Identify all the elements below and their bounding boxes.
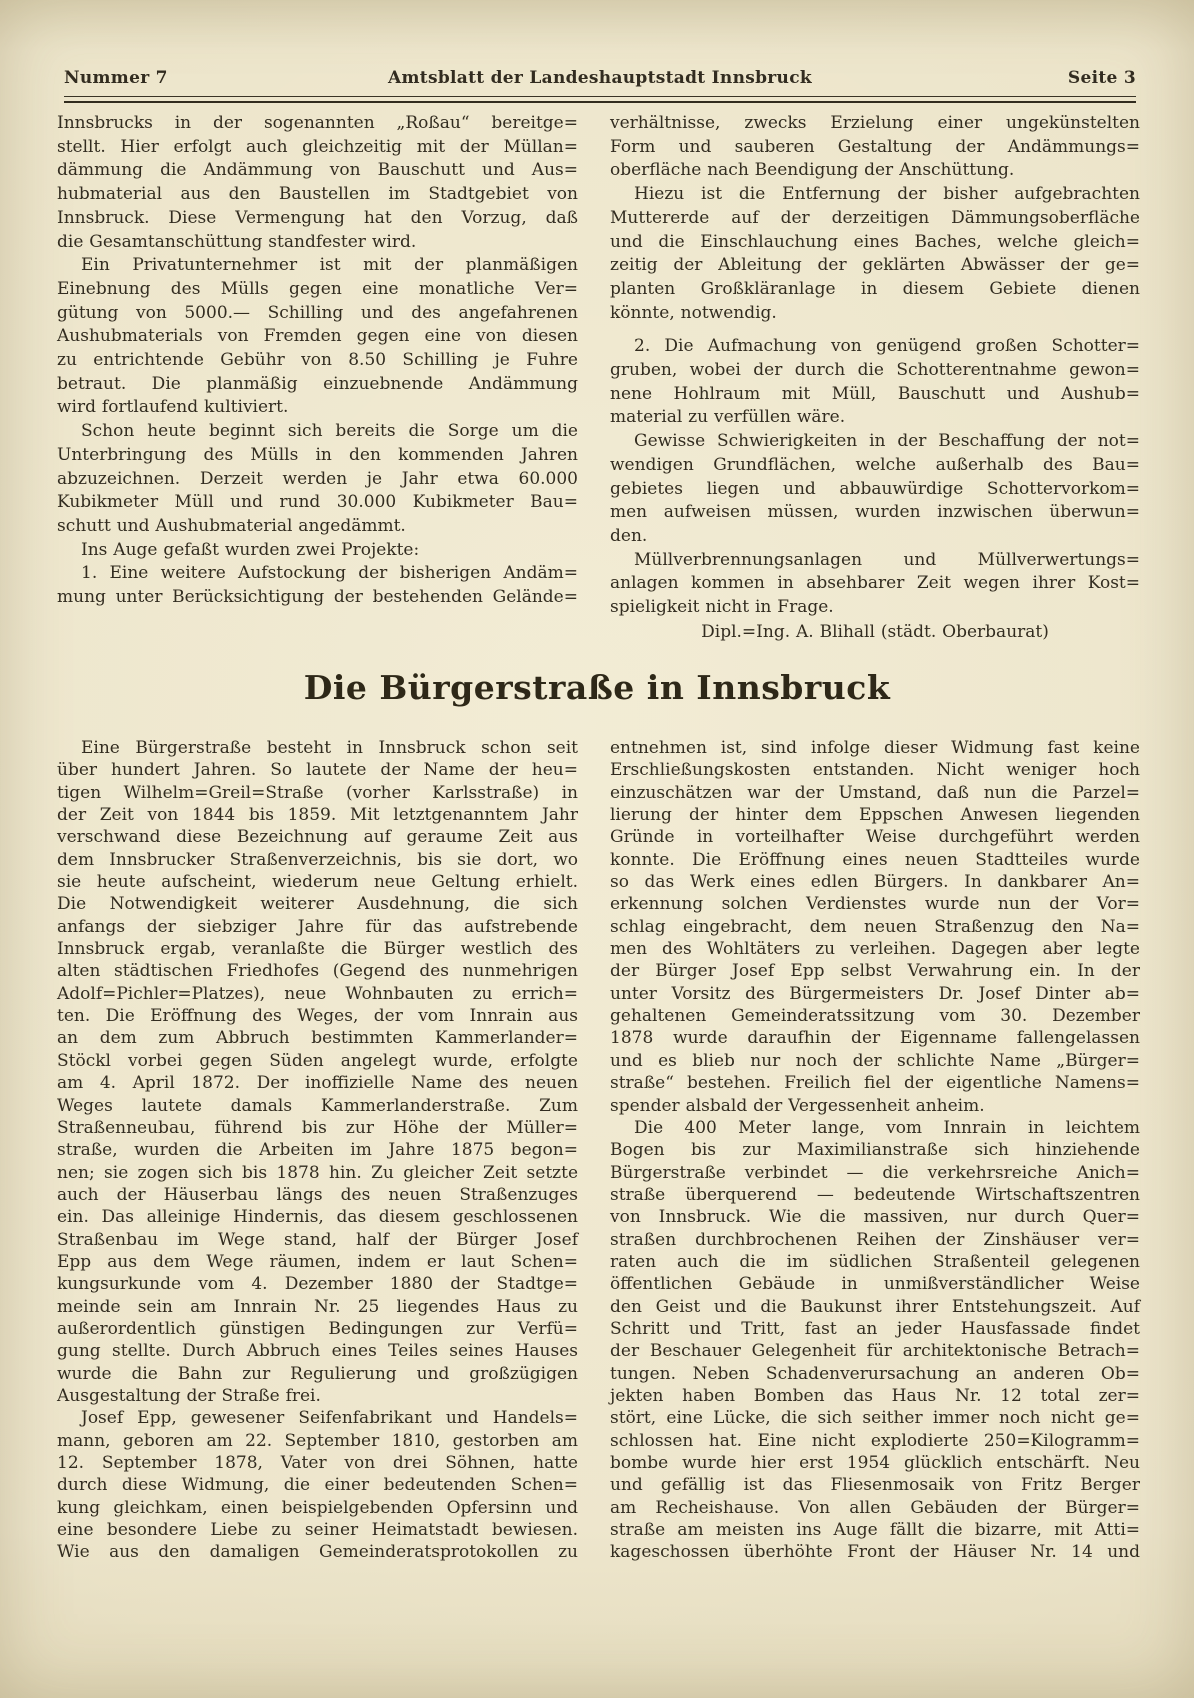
- article1-signature: Dipl.=Ing. A. Blihall (städt. Oberbaurat): [701, 621, 1049, 642]
- text-line: 1. Eine weitere Aufstockung der bisherigen Andäm=: [81, 563, 578, 584]
- text-line: am 4. April 1872. Der inoffizielle Name des neuen: [57, 1073, 578, 1094]
- text-line: lierung der hinter dem Eppschen Anwesen liegenden: [610, 805, 1140, 826]
- text-line: den Geist und die Baukunst ihrer Entstehungszeit. Auf: [610, 1296, 1140, 1317]
- text-line: Josef Epp, gewesener Seifenfabrikant und Handels=: [81, 1408, 578, 1429]
- text-line: planten Großkläranlage in diesem Gebiete dienen: [610, 278, 1140, 299]
- text-line: Form und sauberen Gestaltung der Andämmungs=: [610, 136, 1140, 157]
- text-line: straße am meisten ins Auge fällt die bizarre, mit Atti=: [610, 1520, 1140, 1541]
- text-line: Ausgestaltung der Straße frei.: [57, 1385, 321, 1406]
- text-line: sie heute aufscheint, wiederum neue Geltung erhielt.: [57, 872, 578, 893]
- text-line: Innsbrucks in der sogenannten „Roßau“ bereitge=: [57, 113, 578, 133]
- text-line: tungen. Neben Schadenverursachung an anderen Ob=: [610, 1363, 1140, 1384]
- text-line: könnte, notwendig.: [610, 302, 777, 323]
- text-line: der Beschauer Gelegenheit für architektonische Betrach=: [610, 1341, 1140, 1362]
- text-line: bombe wurde hier erst 1954 glücklich entschärft. Neu: [610, 1453, 1140, 1473]
- text-line: Ins Auge gefaßt wurden zwei Projekte:: [81, 539, 420, 560]
- text-line: spieligkeit nicht in Frage.: [610, 597, 834, 618]
- text-line: wird fortlaufend kultiviert.: [57, 397, 289, 418]
- text-line: Gründe in vorteilhafter Weise durchgeführt werden: [610, 827, 1140, 848]
- text-line: abzuzeichnen. Derzeit werden je Jahr etwa 60.000: [57, 468, 578, 489]
- text-line: konnte. Die Eröffnung eines neuen Stadtteiles wurde: [610, 849, 1140, 870]
- header-page-number: Seite 3: [1067, 68, 1136, 88]
- text-line: an dem zum Abbruch bestimmten Kammerlander=: [57, 1028, 578, 1049]
- text-line: verschwand diese Bezeichnung auf geraume Zeit aus: [57, 827, 578, 848]
- text-line: öffentlichen Gebäude in unmißverständlicher Weise: [610, 1274, 1140, 1295]
- text-line: raten auch die im südlichen Straßenteil gelegenen: [610, 1251, 1140, 1272]
- text-line: erkennung solchen Verdienstes wurde nun der Vor=: [610, 894, 1140, 915]
- text-line: dem Innsbrucker Straßenverzeichnis, bis sie dort, wo: [57, 849, 578, 870]
- text-line: anfangs der siebziger Jahre für das aufstrebende: [57, 916, 578, 937]
- text-line: gung stellte. Durch Abbruch eines Teiles seines Hauses: [57, 1341, 578, 1362]
- text-line: Bogen bis zur Maximilianstraße sich hinziehende: [610, 1140, 1140, 1161]
- text-line: gruben, wobei der durch die Schotterentnahme gewon=: [610, 360, 1140, 381]
- text-line: Schon heute beginnt sich bereits die Sorge um die: [81, 421, 578, 442]
- text-line: Eine Bürgerstraße besteht in Innsbruck schon seit: [81, 738, 578, 758]
- text-line: Aushubmaterials von Fremden gegen eine von diesen: [57, 326, 578, 347]
- text-line: nen; sie zogen sich bis 1878 hin. Zu gleicher Zeit setzte: [57, 1162, 578, 1183]
- text-line: Unterbringung des Mülls in den kommenden Jahren: [57, 444, 578, 465]
- text-line: straße, wurden die Arbeiten im Jahre 1875 begon=: [57, 1140, 578, 1161]
- text-line: Adolf=Pichler=Platzes), neue Wohnbauten zu errich=: [57, 983, 578, 1004]
- text-line: straße“ bestehen. Freilich fiel der eigentliche Namens=: [610, 1073, 1140, 1094]
- article1-left-column: [57, 112, 578, 610]
- text-line: zeitig der Ableitung der geklärten Abwässer der ge=: [610, 255, 1140, 276]
- text-line: kungsurkunde vom 4. Dezember 1880 der Stadtge=: [57, 1274, 578, 1295]
- text-line: Innsbruck ergab, veranlaßte die Bürger westlich des: [57, 939, 578, 960]
- text-line: 2. Die Aufmachung von genügend großen Schotter=: [634, 336, 1140, 357]
- text-line: wendigen Grundflächen, welche außerhalb des Bau=: [610, 454, 1140, 475]
- text-line: auch der Häuserbau längs des neuen Straßenzuges: [57, 1184, 578, 1205]
- text-line: meinde sein am Innrain Nr. 25 liegendes Haus zu: [57, 1296, 578, 1317]
- text-line: Gewisse Schwierigkeiten in der Beschaffung der not=: [634, 431, 1140, 452]
- text-line: über hundert Jahren. So lautete der Name der heu=: [57, 760, 578, 781]
- text-line: Kubikmeter Müll und rund 30.000 Kubikmeter Bau=: [57, 492, 578, 513]
- header-masthead-title: Amtsblatt der Landeshauptstadt Innsbruck: [388, 68, 812, 88]
- text-line: von Innsbruck. Wie die massiven, nur durch Quer=: [610, 1207, 1140, 1228]
- text-line: straße überquerend — bedeutende Wirtschaftszentren: [610, 1184, 1140, 1205]
- text-line: 12. September 1878, Vater von drei Söhnen, hatte: [57, 1453, 578, 1473]
- text-line: straßen durchbrochenen Reihen der Zinshäuser ver=: [610, 1229, 1140, 1250]
- text-line: men des Wohltäters zu verleihen. Dagegen aber legte: [610, 939, 1140, 960]
- text-line: und es blieb nur noch der schlichte Name „Bürger=: [610, 1050, 1140, 1071]
- text-line: kageschossen überhöhte Front der Häuser Nr. 14 und: [610, 1542, 1140, 1563]
- article2-title: Die Bürgerstraße in Innsbruck: [303, 668, 891, 707]
- text-line: nene Hohlraum mit Müll, Bauschutt und Aushub=: [610, 383, 1140, 404]
- text-line: verhältnisse, zwecks Erzielung einer ungekünstelten: [610, 113, 1140, 133]
- text-line: Epp aus dem Wege räumen, indem er laut Schen=: [57, 1251, 578, 1272]
- text-line: betraut. Die planmäßig einzuebnende Andämmung: [57, 373, 578, 394]
- text-line: Müllverbrennungsanlagen und Müllverwertungs=: [634, 549, 1140, 570]
- text-line: hubmaterial aus den Baustellen im Stadtgebiet von: [57, 184, 578, 205]
- text-line: der Zeit von 1844 bis 1859. Mit letztgenanntem Jahr: [57, 805, 578, 826]
- header-double-rule: [64, 96, 1136, 103]
- text-line: ten. Die Eröffnung des Weges, der vom Innrain aus: [57, 1006, 578, 1027]
- text-line: tigen Wilhelm=Greil=Straße (vorher Karlsstraße) in: [57, 782, 578, 803]
- text-line: Schritt und Tritt, fast an jeder Hausfassade findet: [610, 1318, 1140, 1339]
- text-line: und gefällig ist das Fliesenmosaik von Fritz Berger: [610, 1475, 1140, 1496]
- text-line: ein. Das alleinige Hindernis, das diesem geschlossenen: [57, 1207, 578, 1228]
- text-line: zu entrichtende Gebühr von 8.50 Schilling je Fuhre: [57, 350, 578, 371]
- text-line: dämmung die Andämmung von Bauschutt und Aus=: [57, 160, 578, 181]
- text-line: wurde die Bahn zur Regulierung und großzügigen: [57, 1363, 578, 1384]
- text-line: anlagen kommen in absehbarer Zeit wegen ihrer Kost=: [610, 573, 1140, 594]
- text-line: schutt und Aushubmaterial angedämmt.: [57, 515, 406, 536]
- text-line: Straßenbau im Wege stand, half der Bürger Josef: [57, 1229, 578, 1250]
- text-line: material zu verfüllen wäre.: [610, 407, 846, 428]
- article2-right-column: [610, 737, 1140, 1564]
- text-line: schlag eingebracht, dem neuen Straßenzug den Na=: [610, 916, 1140, 937]
- text-line: die Gesamtanschüttung standfester wird.: [57, 231, 417, 252]
- text-line: mann, geboren am 22. September 1810, gestorben am: [57, 1430, 578, 1451]
- article1-right-column: [610, 112, 1140, 644]
- text-line: gütung von 5000.— Schilling und des angefahrenen: [57, 302, 578, 323]
- text-line: entnehmen ist, sind infolge dieser Widmung fast keine: [610, 738, 1140, 758]
- text-line: so das Werk eines edlen Bürgers. In dankbarer An=: [610, 872, 1140, 893]
- text-line: Stöckl vorbei gegen Süden angelegt wurde, erfolgte: [57, 1050, 578, 1071]
- text-line: Ein Privatunternehmer ist mit der planmäßigen: [81, 255, 578, 276]
- text-line: gehaltenen Gemeinderatssitzung vom 30. Dezember: [610, 1006, 1140, 1027]
- text-line: am Recheishause. Von allen Gebäuden der Bürger=: [610, 1497, 1140, 1518]
- text-line: kung gleichkam, einen beispielgebenden Opfersinn und: [57, 1497, 578, 1518]
- text-line: Bürgerstraße verbindet — die verkehrsreiche Anich=: [610, 1162, 1140, 1183]
- text-line: Straßenneubau, führend bis zur Höhe der Müller=: [57, 1117, 578, 1138]
- text-line: durch diese Widmung, die einer bedeutenden Schen=: [57, 1475, 578, 1496]
- text-line: stellt. Hier erfolgt auch gleichzeitig mit der Müllan=: [57, 136, 578, 157]
- text-line: und die Einschlauchung eines Baches, welche gleich=: [610, 231, 1140, 252]
- text-line: alten städtischen Friedhofes (Gegend des nunmehrigen: [57, 961, 578, 982]
- text-line: schlossen hat. Eine nicht explodierte 250=Kilogramm=: [610, 1430, 1140, 1451]
- text-line: stört, eine Lücke, die sich seither immer noch nicht ge=: [610, 1408, 1140, 1429]
- text-line: Muttererde auf der derzeitigen Dämmungsoberfläche: [610, 207, 1140, 228]
- text-line: 1878 wurde daraufhin der Eigenname fallengelassen: [610, 1028, 1140, 1049]
- text-line: spender alsbald der Vergessenheit anheim.: [610, 1095, 985, 1116]
- text-line: Hiezu ist die Entfernung der bisher aufgebrachten: [634, 184, 1140, 205]
- page-header: [64, 68, 1136, 88]
- text-line: unter Vorsitz des Bürgermeisters Dr. Josef Dinter ab=: [610, 983, 1140, 1004]
- text-line: Wie aus den damaligen Gemeinderatsprotokollen zu: [57, 1542, 578, 1563]
- article1-right-lines: [610, 112, 1140, 620]
- text-line: Innsbruck. Diese Vermengung hat den Vorzug, daß: [57, 207, 578, 228]
- text-line: der Bürger Josef Epp selbst Verwahrung ein. In der: [610, 961, 1140, 982]
- text-line: gebietes liegen und abbauwürdige Schottervorkom=: [610, 478, 1140, 499]
- text-line: Die 400 Meter lange, vom Innrain in leichtem: [634, 1117, 1140, 1138]
- text-line: Weges lautete damals Kammerlanderstraße. Zum: [57, 1095, 578, 1116]
- header-issue-number: Nummer 7: [64, 68, 168, 88]
- text-line: men aufweisen müssen, wurden inzwischen überwun=: [610, 502, 1140, 523]
- text-line: eine besondere Liebe zu seiner Heimatstadt bewiesen.: [57, 1520, 578, 1541]
- article2-left-column: [57, 737, 578, 1564]
- text-line: einzuschätzen war der Umstand, daß nun die Parzel=: [610, 782, 1140, 803]
- text-line: Erschließungskosten entstanden. Nicht weniger hoch: [610, 760, 1140, 781]
- text-line: Die Notwendigkeit weiterer Ausdehnung, die sich: [57, 894, 578, 915]
- text-line: mung unter Berücksichtigung der bestehenden Gelände=: [57, 587, 578, 608]
- text-line: oberfläche nach Beendigung der Anschüttung.: [610, 160, 1015, 181]
- text-line: den.: [610, 525, 648, 546]
- text-line: Einebnung des Mülls gegen eine monatliche Ver=: [57, 278, 578, 299]
- text-line: jekten haben Bomben das Haus Nr. 12 total zer=: [610, 1385, 1140, 1406]
- text-line: außerordentlich günstigen Bedingungen zur Verfü=: [57, 1318, 578, 1339]
